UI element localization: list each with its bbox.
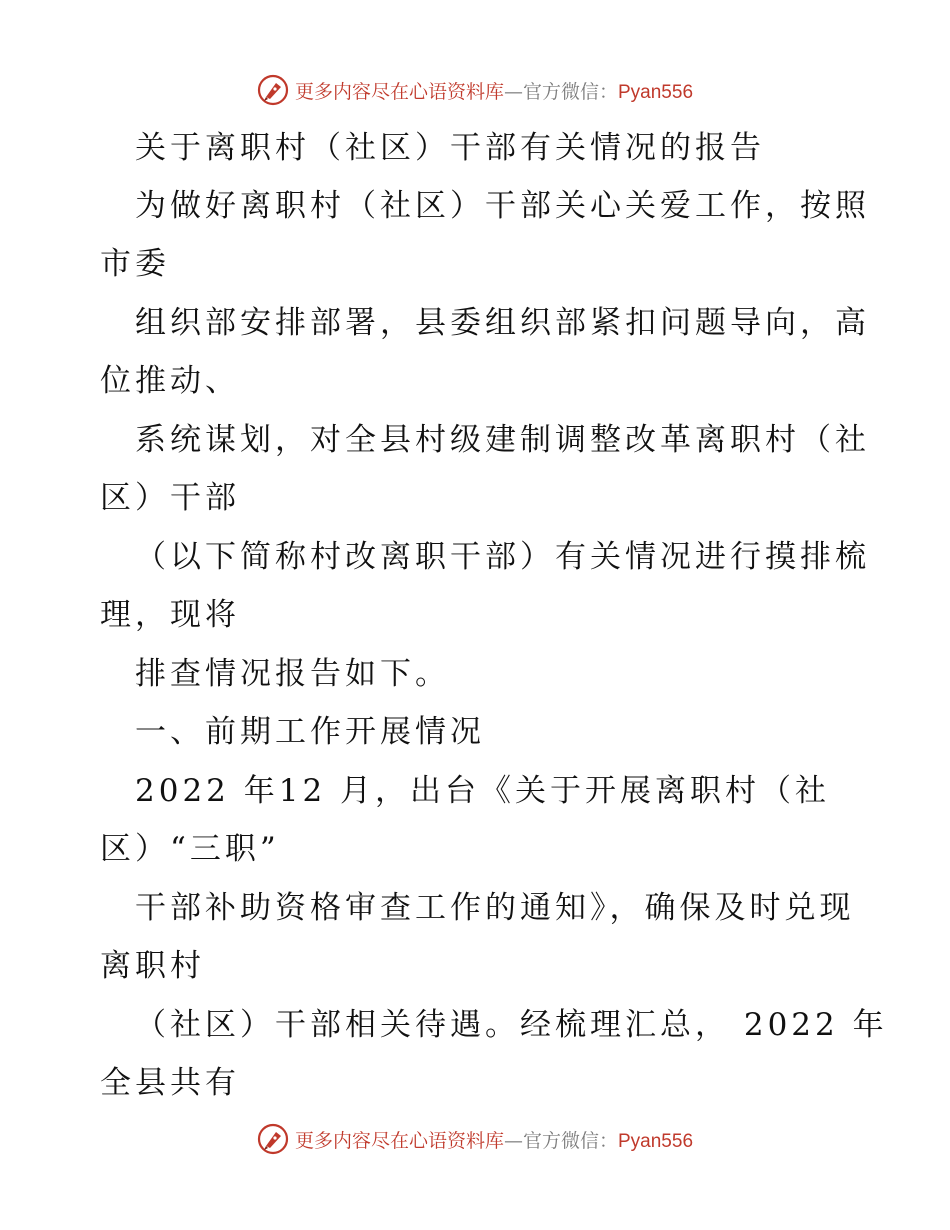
paragraph-line: （社区）干部相关待遇。经梳理汇总， 2022 年 <box>135 1007 888 1043</box>
document-title: 关于离职村（社区）干部有关情况的报告 <box>135 130 765 166</box>
banner-text <box>295 1126 693 1153</box>
paragraph-line: 排查情况报告如下。 <box>135 656 450 692</box>
paragraph-line: 全县共有 <box>100 1065 240 1101</box>
paragraph-line: （以下简称村改离职干部）有关情况进行摸排梳 <box>135 539 870 575</box>
header-banner <box>0 70 950 110</box>
banner-wechat-id: Pyan556 <box>618 1130 694 1152</box>
paragraph-line: 区）“三职” <box>100 831 280 867</box>
paragraph-line: 区）干部 <box>100 480 240 516</box>
pen-nib-logo-icon <box>257 1123 289 1155</box>
paragraph-line: 离职村 <box>100 948 205 984</box>
footer-banner <box>0 1119 950 1159</box>
banner-text <box>295 77 693 104</box>
banner-separator: — <box>503 1129 523 1152</box>
paragraph-line: 理，现将 <box>100 597 240 633</box>
paragraph-line: 2022 年12 月，出台《关于开展离职村（社 <box>135 773 831 809</box>
paragraph-line: 干部补助资格审查工作的通知》，确保及时兑现 <box>135 890 855 926</box>
pen-nib-logo-icon <box>257 74 289 106</box>
paragraph-line: 位推动、 <box>100 363 240 399</box>
banner-main-text: 更多内容尽在心语资料库 <box>294 1129 504 1152</box>
banner-wechat-id: Pyan556 <box>618 81 694 103</box>
banner-wechat-label: 官方微信： <box>522 1129 618 1152</box>
banner-main-text: 更多内容尽在心语资料库 <box>294 80 504 103</box>
paragraph-line: 市委 <box>100 246 170 282</box>
paragraph-line: 组织部安排部署，县委组织部紧扣问题导向，高 <box>135 305 870 341</box>
banner-separator: — <box>503 80 523 103</box>
paragraph-line: 系统谋划，对全县村级建制调整改革离职村（社 <box>135 422 870 458</box>
section-heading: 一、前期工作开展情况 <box>135 714 485 750</box>
banner-wechat-label: 官方微信： <box>522 80 618 103</box>
paragraph-line: 为做好离职村（社区）干部关心关爱工作，按照 <box>135 188 870 224</box>
